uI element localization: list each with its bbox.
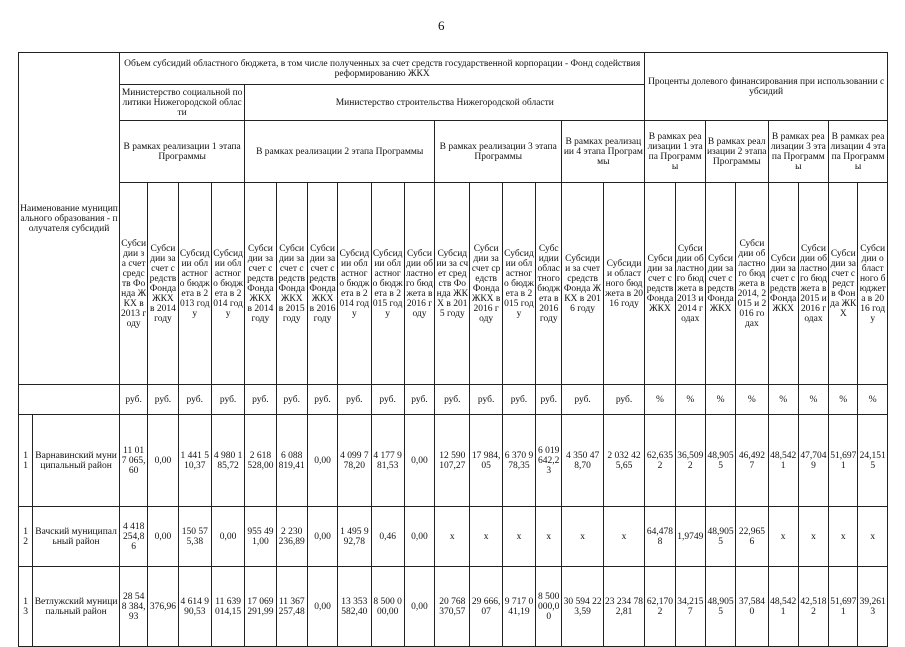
value-cell: 46,4927 xyxy=(736,415,768,507)
value-cell: х xyxy=(829,507,858,567)
pct-stage2-header: В рамках реализации 2 этапа Программы xyxy=(705,121,768,183)
value-cell: 0,00 xyxy=(307,507,337,567)
pct-stage1-header: В рамках реализации 1 этапа Программы xyxy=(645,121,706,183)
municipality-name: Варнавинский муниципальный район xyxy=(33,415,120,507)
value-cell: 6 019 642,23 xyxy=(536,415,562,507)
subcolumn-header: Субсидии за счет средств Фонда ЖКХ в 2015 году xyxy=(435,183,470,385)
subcolumn-header: Субсидии за счет средств Фонда ЖКХ в 2014 году xyxy=(148,183,178,385)
value-cell: 11 367 257,48 xyxy=(276,567,307,647)
value-cell: 2 618 528,00 xyxy=(245,415,276,507)
value-cell: 0,00 xyxy=(404,415,434,507)
value-cell: 11 639 014,15 xyxy=(211,567,244,647)
value-cell: 24,1515 xyxy=(858,415,888,507)
value-cell: 1 441 510,37 xyxy=(178,415,211,507)
table-row xyxy=(19,507,888,567)
volume-header: Объем субсидий областного бюджета, в том числе полученных за счет средств государственной корпорации - Фонд содействия реформированию ЖКХ xyxy=(120,53,645,85)
value-cell: 8 500 000,00 xyxy=(536,567,562,647)
value-cell: 48,5421 xyxy=(768,567,798,647)
subcolumn-header: Субсидии областного бюджета в 2013 году xyxy=(178,183,211,385)
value-cell: 2 230 236,89 xyxy=(276,507,307,567)
table-row xyxy=(19,567,888,647)
subcolumn-header: Субсидии за счет средств Фонда ЖКХ в 2016 году xyxy=(470,183,502,385)
unit-cell: % xyxy=(705,385,735,415)
value-cell: 12 590 107,27 xyxy=(435,415,470,507)
value-cell: 48,9055 xyxy=(705,507,735,567)
value-cell: 51,6971 xyxy=(829,415,858,507)
value-cell: 30 594 223,59 xyxy=(562,567,603,647)
unit-cell: руб. xyxy=(404,385,434,415)
value-cell: 0,00 xyxy=(211,507,244,567)
value-cell: 42,5182 xyxy=(798,567,828,647)
unit-cell: % xyxy=(768,385,798,415)
row-index: 1 2 xyxy=(19,507,33,567)
subcolumn-header: Субсидии за счет средств Фонда ЖКХ xyxy=(645,183,675,385)
value-cell: 47,7049 xyxy=(798,415,828,507)
value-cell: 64,4788 xyxy=(645,507,675,567)
unit-cell: руб. xyxy=(562,385,603,415)
unit-name-blank xyxy=(19,385,120,415)
value-cell: 4 980 185,72 xyxy=(211,415,244,507)
value-cell: 20 768 370,57 xyxy=(435,567,470,647)
value-cell: 0,00 xyxy=(148,415,178,507)
unit-cell: руб. xyxy=(435,385,470,415)
subcolumn-header: Субсидии за счет средств Фонда ЖКХ в 2016 году xyxy=(307,183,337,385)
unit-cell: руб. xyxy=(502,385,535,415)
value-cell: 1,9749 xyxy=(675,507,705,567)
subcolumn-header: Субсидии областного бюджета в 2015 и 2016 годах xyxy=(798,183,828,385)
value-cell: 62,1702 xyxy=(645,567,675,647)
subcolumn-header: Субсидии за счет средств Фонда ЖКХ в 2013 году xyxy=(120,183,148,385)
value-cell: 17 984,05 xyxy=(470,415,502,507)
value-cell: 0,00 xyxy=(148,507,178,567)
name-column-header: Наименование муниципального образования - получателя субсидий xyxy=(19,53,120,385)
stage1-header: В рамках реализации 1 этапа Программы xyxy=(120,121,245,183)
value-cell: х xyxy=(768,507,798,567)
value-cell: 4 177 981,53 xyxy=(371,415,404,507)
value-cell: 28 548 384,93 xyxy=(120,567,148,647)
value-cell: 4 099 778,20 xyxy=(338,415,371,507)
value-cell: х xyxy=(798,507,828,567)
value-cell: 4 350 478,70 xyxy=(562,415,603,507)
value-cell: х xyxy=(502,507,535,567)
value-cell: 955 491,00 xyxy=(245,507,276,567)
value-cell: 48,9055 xyxy=(705,415,735,507)
value-cell: 6 370 978,35 xyxy=(502,415,535,507)
unit-cell: % xyxy=(675,385,705,415)
subsidy-table xyxy=(18,52,888,647)
row-index: 1 1 xyxy=(19,415,33,507)
subcolumn-header: Субсидии за счет средств Фонда ЖКХ xyxy=(829,183,858,385)
ministry-social-header: Министерство социальной политики Нижегородской области xyxy=(120,85,245,121)
value-cell: 0,00 xyxy=(307,415,337,507)
subcolumn-header: Субсидии областного бюджета в 2016 году xyxy=(536,183,562,385)
municipality-name: Вачский муниципальный район xyxy=(33,507,120,567)
unit-cell: руб. xyxy=(148,385,178,415)
subcolumn-header: Субсидии областного бюджета в 2015 году xyxy=(502,183,535,385)
stage4-header: В рамках реализации 4 этапа Программы xyxy=(562,121,645,183)
percent-header: Проценты долевого финансирования при использовании субсидий xyxy=(645,53,888,121)
value-cell: х xyxy=(435,507,470,567)
unit-cell: руб. xyxy=(120,385,148,415)
subcolumn-header: Субсидии областного бюджета в 2016 году xyxy=(404,183,434,385)
value-cell: 48,5421 xyxy=(768,415,798,507)
municipality-name: Ветлужский муниципальный район xyxy=(33,567,120,647)
stage3-header: В рамках реализации 3 этапа Программы xyxy=(435,121,562,183)
value-cell: 1 495 992,78 xyxy=(338,507,371,567)
subcolumn-header: Субсидии областного бюджета в 2014 году xyxy=(338,183,371,385)
value-cell: х xyxy=(858,507,888,567)
value-cell: 0,00 xyxy=(404,567,434,647)
page-number: 6 xyxy=(438,18,445,33)
value-cell: 376,96 xyxy=(148,567,178,647)
value-cell: х xyxy=(562,507,603,567)
unit-cell: руб. xyxy=(307,385,337,415)
value-cell: х xyxy=(470,507,502,567)
unit-cell: руб. xyxy=(338,385,371,415)
unit-cell: руб. xyxy=(536,385,562,415)
value-cell: 51,6971 xyxy=(829,567,858,647)
unit-cell: % xyxy=(736,385,768,415)
subcolumn-header: Субсидии областного бюджета в 2015 году xyxy=(371,183,404,385)
unit-cell: % xyxy=(798,385,828,415)
value-cell: 11 017 065,60 xyxy=(120,415,148,507)
unit-cell: руб. xyxy=(276,385,307,415)
value-cell: 29 666,07 xyxy=(470,567,502,647)
value-cell: 39,2613 xyxy=(858,567,888,647)
unit-cell: руб. xyxy=(178,385,211,415)
pct-stage4-header: В рамках реализации 4 этапа Программы xyxy=(829,121,888,183)
value-cell: 4 418 254,86 xyxy=(120,507,148,567)
subcolumn-header: Субсидии за счет средств Фонда ЖКХ xyxy=(768,183,798,385)
subcolumn-header: Субсидии областного бюджета в 2016 году xyxy=(858,183,888,385)
value-cell: 0,00 xyxy=(404,507,434,567)
value-cell: 150 575,38 xyxy=(178,507,211,567)
subcolumn-header: Субсидии областного бюджета в 2014, 2015 и 2016 годах xyxy=(736,183,768,385)
pct-stage3-header: В рамках реализации 3 этапа Программы xyxy=(768,121,829,183)
unit-cell: руб. xyxy=(371,385,404,415)
stage2-header: В рамках реализации 2 этапа Программы xyxy=(245,121,435,183)
value-cell: 48,9055 xyxy=(705,567,735,647)
value-cell: 6 088 819,41 xyxy=(276,415,307,507)
subcolumn-header: Субсидии за счет средств Фонда ЖКХ в 2015 году xyxy=(276,183,307,385)
table-row xyxy=(19,415,888,507)
value-cell: 37,5840 xyxy=(736,567,768,647)
value-cell: 34,2157 xyxy=(675,567,705,647)
value-cell: 17 069 291,99 xyxy=(245,567,276,647)
value-cell: 0,46 xyxy=(371,507,404,567)
value-cell: 22,9656 xyxy=(736,507,768,567)
value-cell: х xyxy=(536,507,562,567)
value-cell: 4 614 990,53 xyxy=(178,567,211,647)
unit-cell: руб. xyxy=(470,385,502,415)
value-cell: 62,6352 xyxy=(645,415,675,507)
subcolumn-header: Субсидии областного бюджета в 2013 и 2014 годах xyxy=(675,183,705,385)
ministry-build-header: Министерство строительства Нижегородской области xyxy=(245,85,645,121)
subcolumn-header: Субсидии областного бюджета в 2016 году xyxy=(603,183,645,385)
unit-cell: % xyxy=(829,385,858,415)
subcolumn-header: Субсидии областного бюджета в 2014 году xyxy=(211,183,244,385)
value-cell: 2 032 425,65 xyxy=(603,415,645,507)
subcolumn-header: Субсидии за счет средств Фонда ЖКХ в 2016 году xyxy=(562,183,603,385)
value-cell: 0,00 xyxy=(307,567,337,647)
value-cell: х xyxy=(603,507,645,567)
value-cell: 8 500 000,00 xyxy=(371,567,404,647)
unit-cell: % xyxy=(645,385,675,415)
subcolumn-header: Субсидии за счет средств Фонда ЖКХ xyxy=(705,183,735,385)
row-index: 1 3 xyxy=(19,567,33,647)
unit-cell: руб. xyxy=(603,385,645,415)
unit-cell: руб. xyxy=(211,385,244,415)
value-cell: 23 234 782,81 xyxy=(603,567,645,647)
value-cell: 36,5092 xyxy=(675,415,705,507)
subcolumn-header: Субсидии за счет средств Фонда ЖКХ в 2014 году xyxy=(245,183,276,385)
value-cell: 9 717 041,19 xyxy=(502,567,535,647)
value-cell: 13 353 582,40 xyxy=(338,567,371,647)
unit-cell: % xyxy=(858,385,888,415)
unit-cell: руб. xyxy=(245,385,276,415)
